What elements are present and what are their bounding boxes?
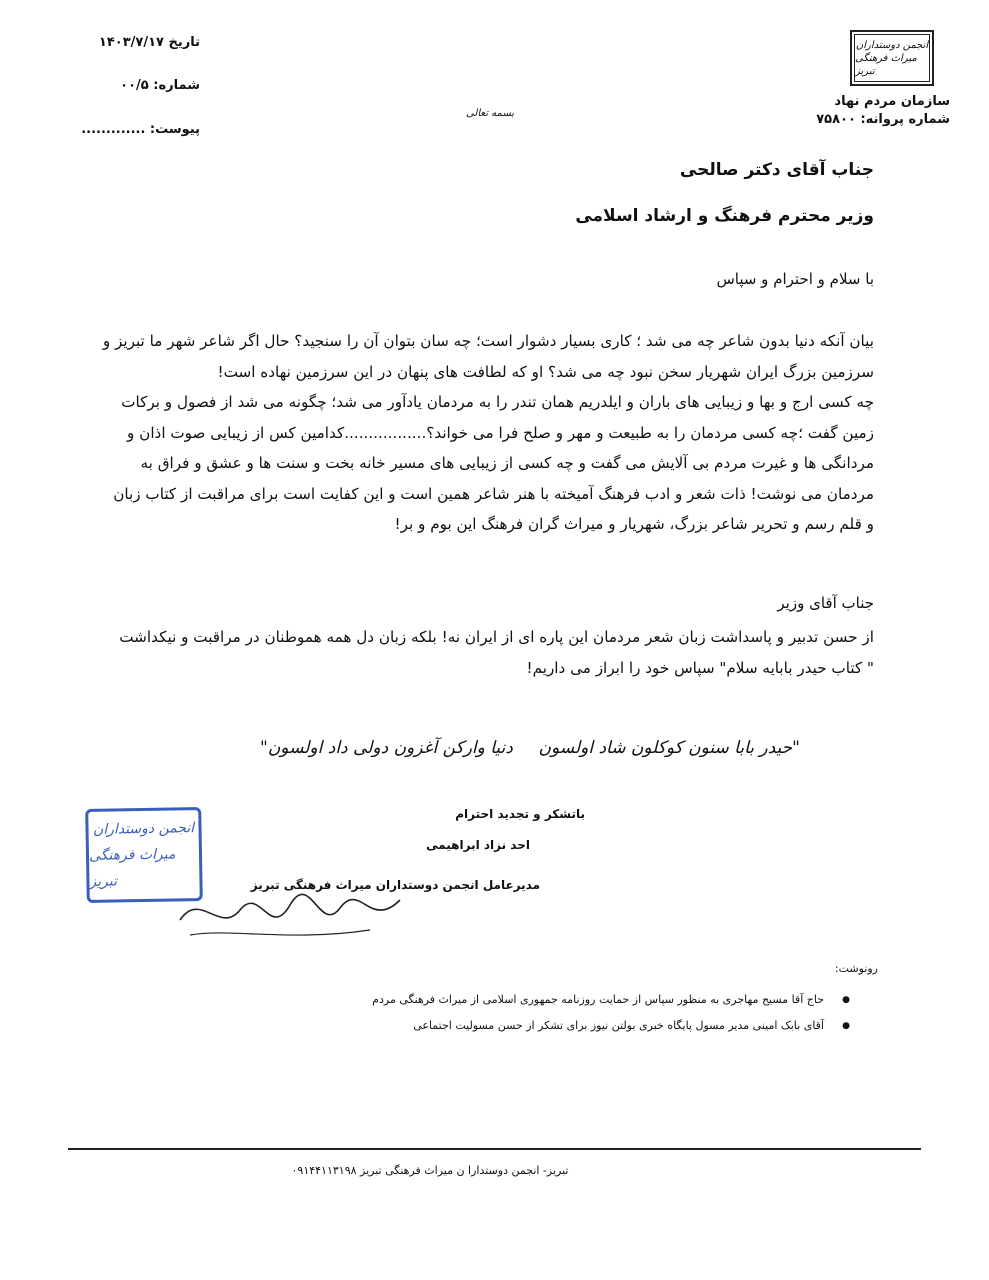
body-line: چه کسی ارج و بها و زیبایی های باران و ایلدریم همان تندر را به مردمان یادآور می شد؛ چگونه می شد از فصول و برکات [121, 393, 874, 411]
closing-line: از حسن تدبیر و پاسداشت زبان شعر مردمان این پاره ای از ایران نه! بلکه زبان دل همه هموطنان در مراقبت و نیکداشت [119, 628, 874, 646]
verse-part-1: "حیدر بابا سنون کوکلون شاد اولسون [538, 738, 800, 758]
cc-item: ● حاج آقا مسیح مهاجری به منظور سپاس از حمایت روزنامه جمهوری اسلامی از میراث فرهنگی مردم [330, 990, 850, 1016]
signature-thanks: باتشکر و تجدید احترام [455, 807, 585, 821]
footer-divider [68, 1148, 921, 1150]
signatory-title: مدیرعامل انجمن دوستداران میراث فرهنگی تبریز [250, 878, 540, 892]
cc-label: رونوشت: [834, 962, 878, 975]
handwritten-signature [170, 880, 410, 950]
cc-list [330, 990, 850, 1042]
footer-address: تبریز- انجمن دوستدارا ن میراث فرهنگی تبریز ۰۹۱۴۴۱۱۳۱۹۸ [291, 1164, 569, 1177]
stamp-line-1: انجمن دوستداران [92, 820, 195, 838]
stamp-line-2: میراث فرهنگی تبریز [88, 846, 176, 890]
closing-paragraph [104, 622, 874, 683]
letter-attachment: پیوست: ............. [81, 122, 200, 137]
cc-item: ● آقای بابک امینی مدیر مسول پایگاه خبری بولتن نیوز برای تشکر از حسن مسولیت اجتماعی [330, 1016, 850, 1042]
body-line: زمین گفت ؛چه کسی مردمان را به طبیعت و مهر و صلح فرا می خواند؟.................کدامین کس از زیبایی صوت اذان و [127, 423, 874, 442]
verse-part-2: دنیا وارکن آغزون دولی داد اولسون" [260, 738, 513, 758]
body-line: سرزمین بزرگ ایران شهریار سخن نبود چه می شد؟ او که لطافت های پنهان در این سرزمین نهاده است! [217, 362, 874, 381]
body-line: بیان آنکه دنیا بدون شاعر چه می شد ؛ کاری بسیار دشوار است؛ چه سان بتوان آن را سنجید؟ حال اگر شاعر شهر ما تبریز و [102, 332, 874, 350]
bismillah-heading: بسمه تعالی [465, 108, 515, 119]
letter-number: شماره: ۰۰/۵ [120, 78, 200, 93]
org-logo-inner [854, 34, 930, 82]
letter-date: تاریخ ۱۴۰۳/۷/۱۷ [98, 35, 200, 50]
closing-line: " کتاب حیدر بابایه سلام" سپاس خود را ابراز می داریم! [526, 658, 874, 677]
license-number: شماره پروانه: ۷۵۸۰۰ [816, 112, 950, 127]
minister-heading: جناب آقای وزیر [777, 594, 874, 612]
addressee-name: جناب آقای دکتر صالحی [679, 160, 874, 180]
org-type: سازمان مردم نهاد [834, 94, 950, 109]
addressee-title: وزیر محترم فرهنگ و ارشاد اسلامی [575, 206, 874, 226]
poem-verse [260, 738, 800, 758]
greeting: با سلام و احترام و سپاس [716, 270, 874, 288]
body-line: و قلم رسم و تحریر شاعر بزرگ، شهریار و میراث گران فرهنگ این بوم و بر! [394, 515, 874, 533]
letter-body [104, 326, 874, 540]
logo-line-1: انجمن دوستداران [855, 39, 929, 51]
body-line: مردانگی ها و غیرت مردم بی آلایش می گفت و چه کسی از زیبایی های مسیر خانه بخت و سنت ها و عشق و فراق به [140, 454, 874, 472]
org-logo [850, 30, 934, 86]
logo-line-2: میراث فرهنگی تبریز [855, 52, 917, 77]
signatory-name: احد نزاد ابراهیمی [426, 838, 530, 852]
body-line: مردمان می نوشت! ذات شعر و ادب فرهنگ آمیخته با هنر شاعر همین است و این کفایت است برای مراقبت از کتاب زبان [113, 484, 874, 503]
